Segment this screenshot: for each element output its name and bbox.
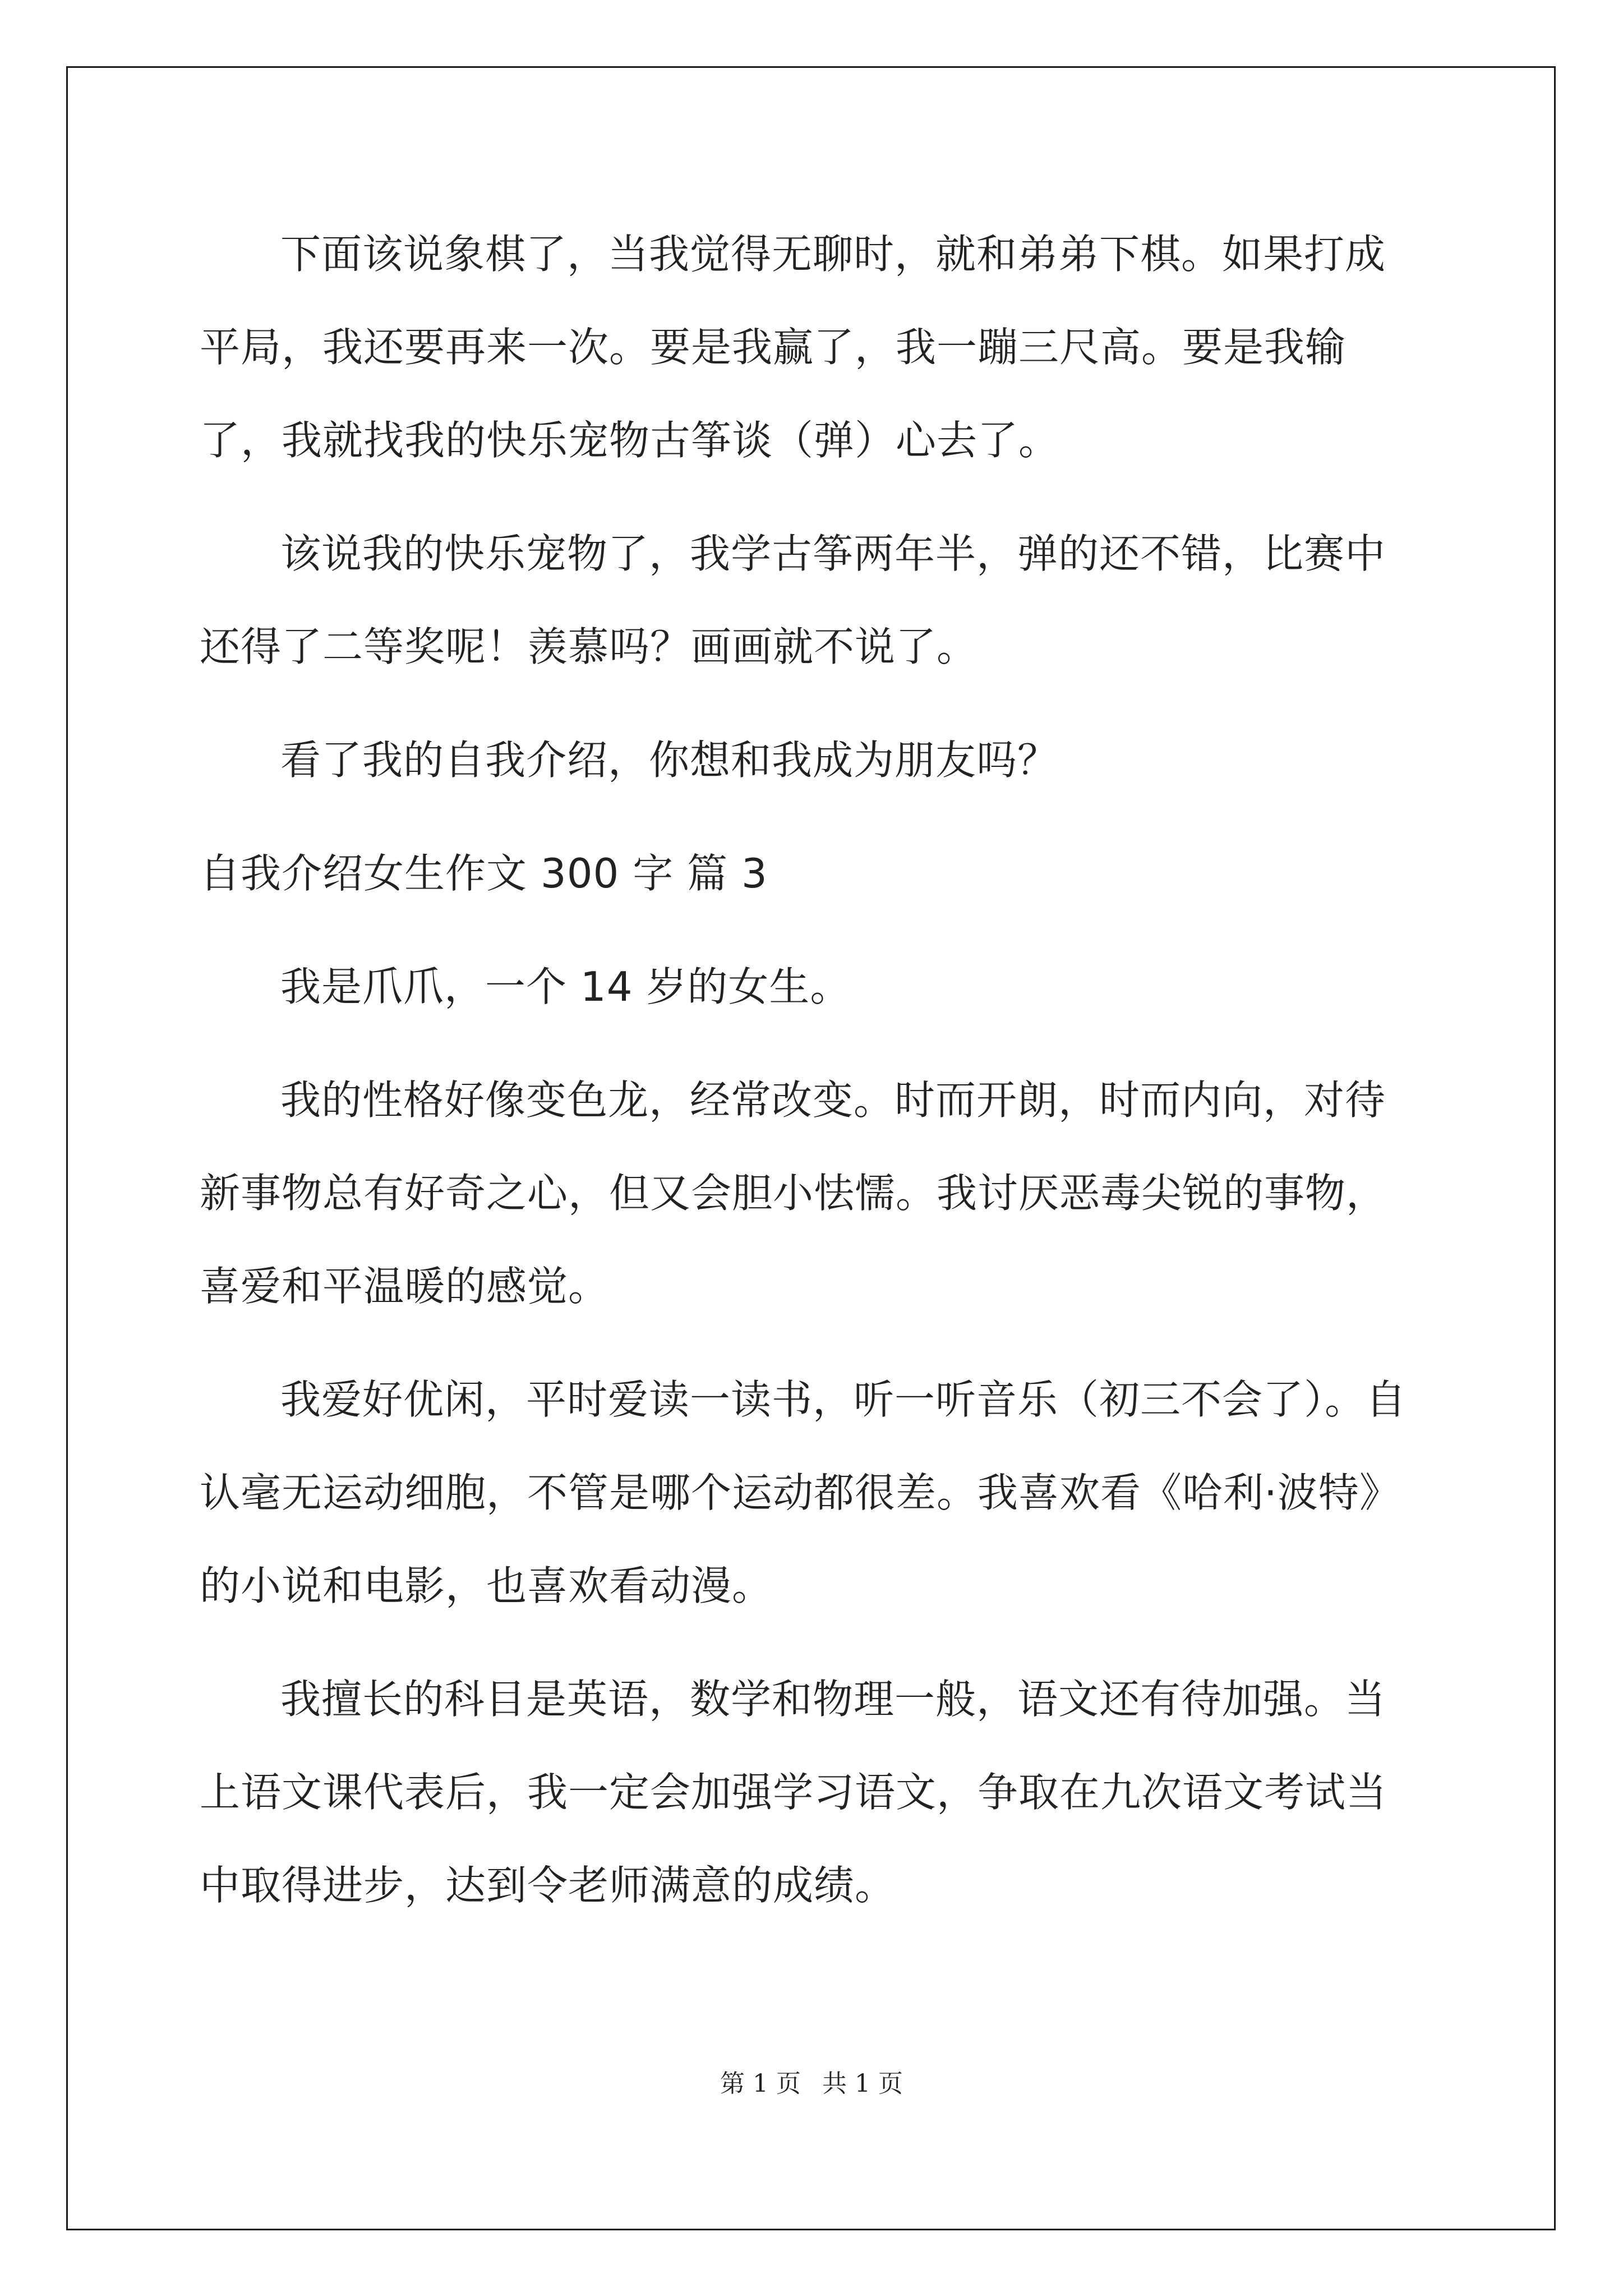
page-total: 共 1 页 xyxy=(822,2069,903,2098)
paragraph: 我是爪爪，一个 14 岁的女生。 xyxy=(280,963,851,1010)
document-body xyxy=(200,208,1422,1932)
paragraph: 我爱好优闲，平时爱读一读书，听一听音乐（初三不会了）。自认毫无运动细胞，不管是哪个运动都很差。我喜欢看《哈利·波特》的小说和电影，也喜欢看动漫。 xyxy=(200,1376,1407,1609)
page-number: 第 1 页 xyxy=(720,2069,801,2098)
paragraph: 该说我的快乐宠物了，我学古筝两年半，弹的还不错，比赛中还得了二等奖呢！羡慕吗？画画就不说了。 xyxy=(200,530,1386,670)
section-heading: 自我介绍女生作文 300 字 篇 3 xyxy=(200,850,768,897)
paragraph: 看了我的自我介绍，你想和我成为朋友吗？ xyxy=(280,737,1059,784)
paragraph: 下面该说象棋了，当我觉得无聊时，就和弟弟下棋。如果打成平局，我还要再来一次。要是我赢了，我一蹦三尺高。要是我输了，我就找我的快乐宠物古筝谈（弹）心去了。 xyxy=(200,231,1386,464)
paragraph: 我擅长的科目是英语，数学和物理一般，语文还有待加强。当上语文课代表后，我一定会加强学习语文，争取在九次语文考试当中取得进步，达到令老师满意的成绩。 xyxy=(200,1676,1387,1909)
page-footer xyxy=(0,2063,1623,2099)
paragraph: 我的性格好像变色龙，经常改变。时而开朗，时而内向，对待新事物总有好奇之心，但又会胆小怯懦。我讨厌恶毒尖锐的事物，喜爱和平温暖的感觉。 xyxy=(200,1076,1387,1310)
